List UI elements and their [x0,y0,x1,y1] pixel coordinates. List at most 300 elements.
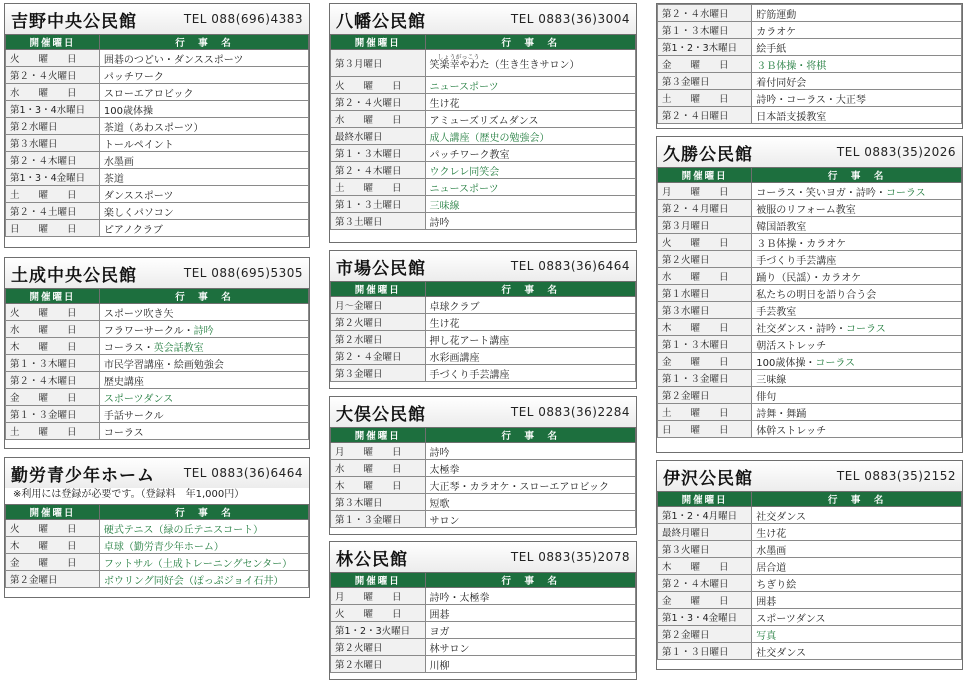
day-cell: 第１・３木曜日 [658,22,752,39]
table-row [658,107,962,124]
event-cell [752,73,962,90]
day-cell: 月 曜 日 [658,183,752,200]
schedule-table [330,281,636,382]
day-cell: 月～金曜日 [331,297,426,314]
card-kushou [656,136,963,453]
event-cell [752,370,962,387]
event-name: 居合道 [756,562,787,574]
table-row [6,355,309,372]
day-cell: 水 曜 日 [331,111,426,128]
event-cell [752,336,962,353]
table-row [658,251,962,268]
table-row [331,494,636,511]
event-cell [752,575,962,592]
event-name: 社交ダンス・詩吟・ [756,323,847,335]
table-header-row [331,35,636,50]
day-cell: 金 曜 日 [6,554,100,571]
event-with-reading [430,55,580,71]
table-row [6,537,309,554]
day-cell: 水 曜 日 [6,84,100,101]
table-row [6,372,309,389]
day-cell: 月 曜 日 [331,443,426,460]
event-cell [99,84,308,101]
event-cell [425,162,635,179]
card-header [5,258,309,288]
day-cell: 土 曜 日 [658,404,752,421]
event-cell [425,77,635,94]
column-header-event: 行 事 名 [99,289,308,304]
center-name: 勤労青少年ホーム [11,465,155,486]
event-cell [425,348,635,365]
day-cell: 金 曜 日 [658,353,752,370]
day-cell: 第２火曜日 [658,251,752,268]
event-name: 水墨画 [103,156,134,168]
card-donari [4,257,310,449]
day-cell: 水 曜 日 [6,321,100,338]
event-name: 太極拳 [429,464,460,476]
event-name: 手づくり手芸講座 [429,369,510,381]
event-cell [752,90,962,107]
event-name: 市民学習講座・絵画勉強会 [103,359,224,371]
day-cell: 第２・４木曜日 [331,162,426,179]
column-header-day: 開催曜日 [331,282,426,297]
table-header-row [331,282,636,297]
event-cell [752,609,962,626]
day-cell: 第２・４火曜日 [331,94,426,111]
event-name: 詩吟・コーラス・大正琴 [756,94,866,106]
day-cell: 火 曜 日 [331,605,426,622]
event-cell [99,554,308,571]
event-name: 詩舞・舞踊 [756,408,807,420]
card-header [330,397,636,427]
event-cell [425,128,635,145]
event-cell [425,213,635,230]
center-name: 八幡公民館 [336,11,426,32]
day-cell: 第３土曜日 [331,213,426,230]
event-cell [752,285,962,302]
column-header-event: 行 事 名 [425,573,635,588]
table-row [6,423,309,440]
day-cell: 木 曜 日 [658,319,752,336]
registration-note: ※利用には登録が必要です。（登録料 年1,000円） [13,489,245,500]
event-name: 水彩画講座 [429,352,480,364]
event-cell [752,217,962,234]
day-cell: 第１・３金曜日 [331,511,426,528]
event-name: 大正琴・カラオケ・スローエアロビック [429,481,609,493]
day-cell: 第３木曜日 [331,494,426,511]
event-cell [99,203,308,220]
table-row [331,111,636,128]
day-cell: 火 曜 日 [331,77,426,94]
table-row [6,571,309,588]
table-header-row [658,492,962,507]
event-name: 朝活ストレッチ [756,340,827,352]
column-header-day: 開催曜日 [658,168,752,183]
event-cell [752,524,962,541]
phone-number: TEL 088(695)5305 [183,266,303,280]
table-row [658,90,962,107]
column-header-event: 行 事 名 [99,505,308,520]
event-name: 生け花 [756,528,787,540]
event-cell [425,605,635,622]
event-name-highlight: 卓球（勤労青少年ホーム） [103,541,224,553]
table-row [658,285,962,302]
card-header [657,137,962,167]
table-row [658,387,962,404]
event-cell [425,111,635,128]
event-cell [99,423,308,440]
day-cell: 土 曜 日 [331,179,426,196]
table-row [6,84,309,101]
event-cell [425,656,635,673]
table-row [6,186,309,203]
table-row [658,353,962,370]
column-header-event: 行 事 名 [99,35,308,50]
table-row [331,588,636,605]
table-row [6,304,309,321]
event-cell [752,56,962,73]
day-cell: 金 曜 日 [658,592,752,609]
table-row [6,67,309,84]
table-row [6,220,309,237]
schedule-table [5,504,309,588]
card-header [330,542,636,572]
day-cell: 第２・４火曜日 [6,67,100,84]
day-cell: 第２金曜日 [6,571,100,588]
day-cell: 日 曜 日 [6,220,100,237]
event-name: サロン [429,515,460,527]
card-hayashi [329,541,637,680]
table-row [331,365,636,382]
table-row [6,169,309,186]
table-row [658,5,962,22]
table-row [6,338,309,355]
event-cell [99,186,308,203]
day-cell: 第３水曜日 [658,302,752,319]
day-cell: 第２・４日曜日 [658,107,752,124]
day-cell: 第２金曜日 [658,626,752,643]
event-cell [425,297,635,314]
event-cell [752,39,962,56]
event-name-highlight: 成人講座（歴史の勉強会） [429,132,550,144]
event-cell [425,622,635,639]
event-name: 短歌 [429,498,450,510]
event-cell [99,372,308,389]
event-name: 生け花 [429,98,460,110]
event-name: 囲碁 [756,596,777,608]
day-cell: 火 曜 日 [6,50,100,67]
day-cell: 第２・４土曜日 [6,203,100,220]
event-name: 茶道 [103,173,124,185]
event-cell [752,107,962,124]
day-cell: 第２・４木曜日 [6,152,100,169]
center-name: 大俣公民館 [336,404,426,425]
table-row [658,200,962,217]
table-row [331,443,636,460]
event-cell [752,592,962,609]
card-continued [656,3,963,129]
schedule-table [5,288,309,440]
table-row [658,268,962,285]
event-cell [99,571,308,588]
day-cell: 第１・３日曜日 [658,643,752,660]
phone-number: TEL 0883(36)6464 [183,466,303,480]
event-cell [99,406,308,423]
event-cell [425,511,635,528]
event-cell [99,169,308,186]
event-name: ３Ｂ体操・カラオケ [756,238,847,250]
table-row [331,50,636,77]
day-cell: 月 曜 日 [331,588,426,605]
day-cell: 第３水曜日 [6,135,100,152]
day-cell: 第２火曜日 [331,314,426,331]
event-name: 100歳体操・ [756,357,816,369]
center-name: 伊沢公民館 [663,468,753,489]
table-row [658,421,962,438]
event-name: 詩吟 [429,447,450,459]
day-cell: 第１水曜日 [658,285,752,302]
event-cell [99,220,308,237]
center-name: 市場公民館 [336,258,426,279]
day-cell: 第１・３木曜日 [6,355,100,372]
card-header [330,251,636,281]
event-cell [425,460,635,477]
schedule-table [657,4,962,124]
table-row [6,389,309,406]
event-name: ヨガ [429,626,450,638]
day-cell: 第1・2・3火曜日 [331,622,426,639]
table-row [6,321,309,338]
column-header-event: 行 事 名 [425,282,635,297]
event-cell [752,319,962,336]
table-header-row [6,35,309,50]
event-cell [752,268,962,285]
event-name-highlight: コーラス [885,187,926,199]
column-header-event: 行 事 名 [425,428,635,443]
day-cell: 木 曜 日 [658,558,752,575]
table-row [658,626,962,643]
event-name: ちぎり絵 [756,579,797,591]
table-row [658,541,962,558]
event-cell [752,558,962,575]
table-row [658,404,962,421]
event-cell [99,101,308,118]
phone-number: TEL 0883(36)6464 [510,259,630,273]
event-cell [425,179,635,196]
table-row [658,22,962,39]
table-row [6,50,309,67]
event-cell [752,302,962,319]
table-row [331,331,636,348]
card-ichiba [329,250,637,389]
event-name: 100歳体操 [103,105,154,117]
event-name: 水墨画 [756,545,787,557]
day-cell: 木 曜 日 [6,537,100,554]
day-cell: 第２・４木曜日 [6,372,100,389]
event-cell [425,94,635,111]
table-row [6,406,309,423]
table-row [331,77,636,94]
center-name: 久勝公民館 [663,144,753,165]
event-name: コーラス・ [103,342,154,354]
day-cell: 第1・3・4水曜日 [6,101,100,118]
column-header-event: 行 事 名 [425,35,635,50]
table-row [658,183,962,200]
day-cell: 第１・３木曜日 [331,145,426,162]
event-cell [752,626,962,643]
table-header-row [6,505,309,520]
column-header-event: 行 事 名 [752,492,962,507]
event-cell [752,353,962,370]
event-name: スポーツダンス [756,613,826,625]
schedule-table [330,572,636,673]
table-row [331,297,636,314]
center-name: 吉野中央公民館 [11,11,137,32]
day-cell: 第1・3・4金曜日 [6,169,100,186]
table-row [6,101,309,118]
table-row [658,575,962,592]
event-name: 俳句 [756,391,777,403]
event-cell [99,321,308,338]
table-header-row [6,289,309,304]
table-header-row [331,428,636,443]
table-row [658,643,962,660]
event-name: 体幹ストレッチ [756,425,827,437]
day-cell: 第1・2・4月曜日 [658,507,752,524]
card-header [657,461,962,491]
day-cell: 土 曜 日 [6,423,100,440]
event-name-highlight: 英会話教室 [153,342,204,354]
day-cell: 第１・３木曜日 [658,336,752,353]
table-row [331,605,636,622]
event-cell [752,643,962,660]
phone-number: TEL 0883(35)2152 [836,469,956,483]
day-cell: 日 曜 日 [658,421,752,438]
table-row [6,118,309,135]
day-cell: 火 曜 日 [658,234,752,251]
event-name: トールペイント [103,139,174,151]
event-cell [99,338,308,355]
day-cell: 第２水曜日 [6,118,100,135]
table-row [658,73,962,90]
event-name-highlight: ウクレレ同笑会 [429,166,500,178]
day-cell: 火 曜 日 [6,520,100,537]
event-cell [425,145,635,162]
event-cell [99,50,308,67]
event-cell [752,5,962,22]
event-name: 三味線 [756,374,787,386]
table-row [658,234,962,251]
event-name-highlight: 写真 [756,630,777,642]
day-cell: 第３金曜日 [331,365,426,382]
column-header-day: 開催曜日 [331,35,426,50]
event-name: 川柳 [429,660,450,672]
event-cell [99,304,308,321]
event-cell [99,520,308,537]
event-name: 被服のリフォーム教室 [756,204,856,216]
day-cell: 金 曜 日 [658,56,752,73]
table-row [6,520,309,537]
column-header-day: 開催曜日 [658,492,752,507]
table-row [331,511,636,528]
event-name: 社交ダンス [756,511,807,523]
day-cell: 第1・2・3木曜日 [658,39,752,56]
event-name: アミューズリズムダンス [429,115,539,127]
event-name: ダンススポーツ [103,190,174,202]
schedule-table [657,491,962,660]
event-cell [99,389,308,406]
event-name: 手づくり手芸講座 [756,255,837,267]
event-name-highlight: ボウリング同好会（ぽっぷジョイ石井） [103,575,284,587]
event-name: 卓球クラブ [429,301,480,313]
event-name-highlight: コーラス [815,357,856,369]
card-isawa [656,460,963,670]
center-name: 土成中央公民館 [11,265,137,286]
table-row [331,196,636,213]
event-name: 手芸教室 [756,306,797,318]
event-cell [425,494,635,511]
table-row [658,370,962,387]
schedule-table [657,167,962,438]
event-cell [425,50,635,77]
day-cell: 木 曜 日 [6,338,100,355]
day-cell: 最終月曜日 [658,524,752,541]
event-name: 詩吟 [429,217,450,229]
table-row [6,554,309,571]
event-name: 私たちの明日を語り合う会 [756,289,877,301]
day-cell: 第1・3・4金曜日 [658,609,752,626]
event-cell [99,355,308,372]
table-row [6,203,309,220]
table-row [658,56,962,73]
column-header-event: 行 事 名 [752,168,962,183]
table-row [331,94,636,111]
phone-number: TEL 088(696)4383 [183,12,303,26]
day-cell: 第３金曜日 [658,73,752,90]
day-cell: 水 曜 日 [658,268,752,285]
day-cell: 第２・４木曜日 [658,575,752,592]
table-row [331,179,636,196]
event-name-highlight: ３Ｂ体操・将棋 [756,60,827,72]
table-row [331,656,636,673]
event-name: コーラス・笑いヨガ・詩吟・ [756,187,886,199]
event-name: 着付同好会 [756,77,807,89]
day-cell: 第３火曜日 [658,541,752,558]
event-name-highlight: フットサル（土成トレーニングセンター） [103,558,293,570]
event-cell [752,183,962,200]
table-row [658,592,962,609]
event-cell [99,537,308,554]
table-row [331,622,636,639]
day-cell: 第２・４月曜日 [658,200,752,217]
table-row [658,507,962,524]
column-header-day: 開催曜日 [331,573,426,588]
card-header [5,458,309,488]
card-header [5,4,309,34]
event-name: 韓国語教室 [756,221,807,233]
event-name: 林サロン [429,643,470,655]
event-name-highlight: 詩吟 [193,325,214,337]
event-cell [425,365,635,382]
event-name: 踊り（民謡）・カラオケ [756,272,862,284]
event-cell [752,387,962,404]
event-name: スポーツ吹き矢 [103,308,174,320]
event-cell [425,314,635,331]
event-name: 囲碁 [429,609,450,621]
event-name: コーラス [103,427,144,439]
center-name: 林公民館 [336,549,408,570]
day-cell: 第２水曜日 [331,656,426,673]
